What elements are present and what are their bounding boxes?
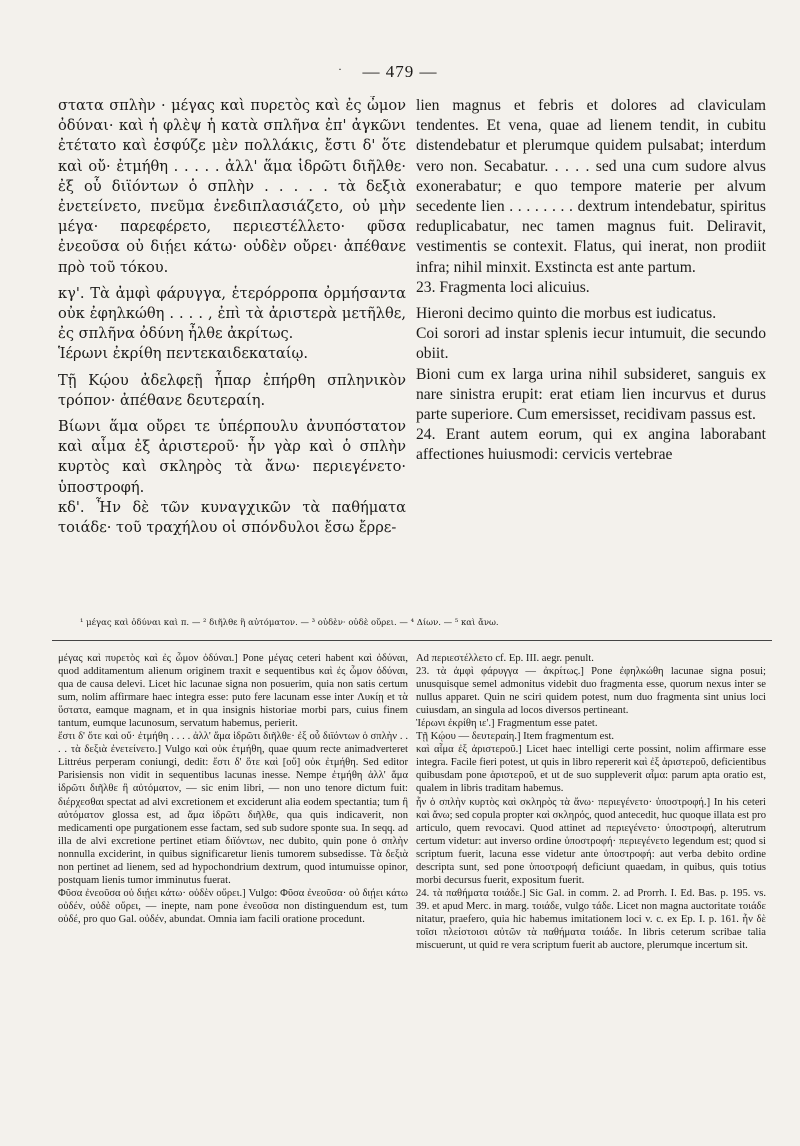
greek-text-column (58, 96, 406, 538)
greek-paragraph: στατα σπλὴν · μέγας καὶ πυρετὸς καὶ ἐς ὦμον ὀδύναι· καὶ ἡ φλὲψ ἡ κατὰ σπλῆνα ἐπ' ἀγκῶνι ἐτέτατο καὶ ἐσφύζε μὲν πολλάκις, ἔστι δ' ὅτε καὶ οὔ· ἐτμήθη . . . . . ἀλλ' ἅμα ἱδρῶτι διῆλθε· ἐξ οὗ διϊόντων ὁ σπλὴν . . . . . τὰ δεξιὰ ἐνετείνετο, πνεῦμα ἐνεδιπλασιάζετο, οὐ μὴν μέγα· παρεφέρετο, περιεστέλλετο· φῦσα ἐνεοῦσα οὐ διῄει κάτω· οὐδὲν οὔρει· ἀπέθανε πρὸ τοῦ τόκου. (58, 97, 406, 276)
commentary-note: Ad περιεστέλλετο cf. Ep. III. aegr. penult. (416, 653, 594, 664)
page-number: — 479 — (362, 62, 438, 81)
footnotes: ¹ μέγας καὶ ὀδύναι καὶ π. — ² διῆλθε ἢ αὐτόματον. — ³ οὐδὲν· οὐδὲ οὔρει. — ⁴ Δίων. — ⁵ καὶ ἄνω. (80, 618, 499, 628)
latin-paragraph: Bioni cum ex larga urina nihil subsideret, sanguis ex nare sinistra erupit: erat etiam lien incurvus et durus parte superiore. Cum emersisset, recidivam passus est. (416, 365, 766, 424)
greek-paragraph: κδ'. Ἦν δὲ τῶν κυναγχικῶν τὰ παθήματα τοιάδε· τοῦ τραχήλου οἱ σπόνδυλοι ἔσω ἔρρε- (58, 498, 406, 537)
greek-paragraph: Τῇ Κῴου ἀδελφεῇ ἧπαρ ἐπήρθη σπληνικὸν τρόπον· ἀπέθανε δευτεραίη. (58, 371, 406, 409)
latin-paragraph: Hieroni decimo quinto die morbus est iudicatus. (416, 305, 717, 323)
greek-paragraph: Βίωνι ἅμα οὔρει τε ὑπέρπουλυ ἀνυπόστατον καὶ αἷμα ἐξ ἀριστεροῦ· ἦν γὰρ καὶ ὁ σπλὴν κυρτὸς καὶ σκληρὸς τὰ ἄνω· περιεγένετο· ὑποστροφή. (58, 418, 406, 496)
latin-translation-column (416, 96, 766, 466)
commentary-note: Τῇ Κῴου — δευτεραίη.] Item fragmentum est. (416, 731, 615, 743)
commentary-note: Φῦσα ἐνεοῦσα οὐ διῄει κάτω· οὐδὲν οὔρει.] Vulgo: Φῦσα ἐνεοῦσα· οὐ διῄει κάτω οὐδέν, οὐδὲ οὔρει, — inepte, nam pone ἐνεοῦσα non distinguendum est, tum οὐδέ, pro quo Gal. οὐδέν, abundat. Omnia iam facili oratione procedunt. (58, 887, 408, 925)
latin-paragraph: lien magnus et febris et dolores ad claviculam tendentes. Et vena, quae ad lienem tendit, in cubitu distendebatur et plerumque quidem pulsabat; interdum vero non. Secabatur. . . . . sed una cum sudore alvus exonerabatur; e quo tempore materie per alvum secedente lien . . . . . . . . dextrum intendebatur, spiritus reduplicabatur, nec tamen magnus fuit. Deliravit, vestimentis se contexit. Flatus, qui inerat, non prodiit infra; nihil minxit. Exstincta est ante partum. (416, 97, 766, 276)
greek-paragraph: Ἱέρωνι ἐκρίθη πεντεκαιδεκαταίῳ. (58, 345, 309, 363)
commentary-note: 23. τὰ ἀμφὶ φάρυγγα — ἀκρίτως.] Pone ἐφηλκώθη lacunae signa posui; unusquisque semel admonitus videbit duo fragmenta esse, quorum nexus inter se nullus apparet. Quin ne sciri quidem potest, num duo fragmenta sint unius loci cuiusdam, an singula ad locos diversos pertineant. (416, 666, 766, 717)
latin-paragraph: 24. Erant autem eorum, qui ex angina laborabant affectiones huiusmodi: cervicis vertebrae (416, 426, 766, 464)
commentary-note: Ἱέρωνι ἐκρίθη ιε'.] Fragmentum esse patet. (416, 718, 598, 730)
latin-paragraph: Coi sorori ad instar splenis iecur intumuit, die secundo obiit. (416, 325, 766, 363)
commentary-note: μέγας καὶ πυρετὸς καὶ ἐς ὦμον ὀδύναι.] Pone μέγας ceteri habent καὶ ὀδύναι, quod additamentum alienum originem traxit e sequentibus καὶ ἐς ὦμον ὀδύναι, qua de causa delevi. Licet hic lacunae signa non posuerim, quia non satis certum sum, nolim affirmare haec integra esse: puto fere lacunam esse inter Λυκίῃ et τὰ ὕστατα, eamque magnam, et in qua insignis historiae morbi pars, cuius finem tantum, eumque lacunosum, servatum habemus, perierit. (58, 653, 408, 730)
page-header (0, 62, 800, 82)
commentary-divider (52, 640, 772, 641)
greek-paragraph: κγ'. Τὰ ἀμφὶ φάρυγγα, ἑτερόρροπα ὀρμήσαντα οὐκ ἐφηλκώθη . . . . , ἐπὶ τὰ ἀριστερὰ μετῆλθε, ἐς σπλῆνα ὀδύνη ἦλθε ἀκρίτως. (58, 284, 406, 343)
commentary-note: ἔστι δ' ὅτε καὶ οὔ· ἐτμήθη . . . . ἀλλ' ἅμα ἱδρῶτι διῆλθε· ἐξ οὗ διϊόντων ὁ σπλὴν . . . . τὰ δεξιὰ ἐνετείνετο.] Vulgo καὶ οὐκ ἐτμήθη, quae quum recte animadverteret Littréus perperam coniungi, dedit: ἔστι δ' ὅτε καὶ [οὔ] οὐκ ἐτμήθη. Sed editor Parisiensis non vidit in sequentibus lacunas inesse. Nempe ἐτμήθη ἀλλ' ἅμα ἱδρῶτι διῆλθε ἢ αὐτόματον, — sic enim libri, — non uno tenore dictum fuit: διέρχεσθαι spectat ad alvi excretionem et exciderunt alia eodem spectantia; tum ἢ αὐτόματον glossa est, ad ἅμα ἱδρῶτι διῆλθε, qua quis indicaverit, non medicamenti ope purgationem esse factam, sed sub sudore sponte sua. In seqq. ad illa de alvi excretione pertinet etiam διϊόντων, nec dubito, quin pone ὁ σπλὴν nonnulla exciderint, in quibus significaretur lienis tumorem subsedisse. Τὰ δεξιὰ non pertinet ad lienem, sed ad hypochondrium dextrum, quod intumuisse opinor, postquam lienis tumor imminutus fuerat. (58, 731, 408, 886)
commentary-note: καὶ αἷμα ἐξ ἀριστεροῦ.] Licet haec intelligi certe possint, nolim affirmare esse integra. Facile fieri potest, ut quis in libro repererit καὶ ἐξ ἀριστεροῦ, deficientibus quibusdam pone ἀριστεροῦ, et ut de suo suppleverit αἷμα: parum apta oratio est, qualem in libris traditam habemus. (416, 744, 766, 795)
header-mark: · (338, 62, 343, 76)
latin-paragraph: 23. Fragmenta loci alicuius. (416, 278, 590, 296)
commentary-note: 24. τὰ παθήματα τοιάδε.] Sic Gal. in comm. 2. ad Prorrh. I. Ed. Bas. p. 195. vs. 39. et apud Merc. in marg. τοιάδε, vulgo τάδε. Licet non magna auctoritate τοιάδε nitatur, praefero, quia hic habemus imitationem loci v. c. ex Ep. I. p. 161. ἦν δὲ τοῖσι πλείστοισι αὐτῶν τὰ παθήματα τοιάδε. In libris ceterum scribae talia miscuerunt, ut quid re vera scriptum fuerit ab auctore, plerumque incertum sit. (416, 887, 766, 952)
commentary-right-column (416, 652, 766, 952)
commentary-left-column (58, 652, 408, 926)
commentary-note: ἦν ὁ σπλὴν κυρτὸς καὶ σκληρὸς τὰ ἄνω· περιεγένετο· ὑποστροφή.] In his ceteri καὶ ἄνω; sed copula propter καὶ σκληρός, quod antecedit, huc quoque illata est pro articulo, quem revocavi. Quod attinet ad περιεγένετο· ὑποστροφή, alterutrum certum videtur: aut inverso ordine ὑποστροφή· περιεγένετο legendum est; quod si scriptum fuerit, lacuna esse videtur ante ὑποστροφή: aut verba debito ordine descripta sunt, sed pone ὑποστροφή deficiunt quaedam, in quibus, quis totius morbi decursus fuerit, expositum fuerit. (416, 796, 766, 886)
